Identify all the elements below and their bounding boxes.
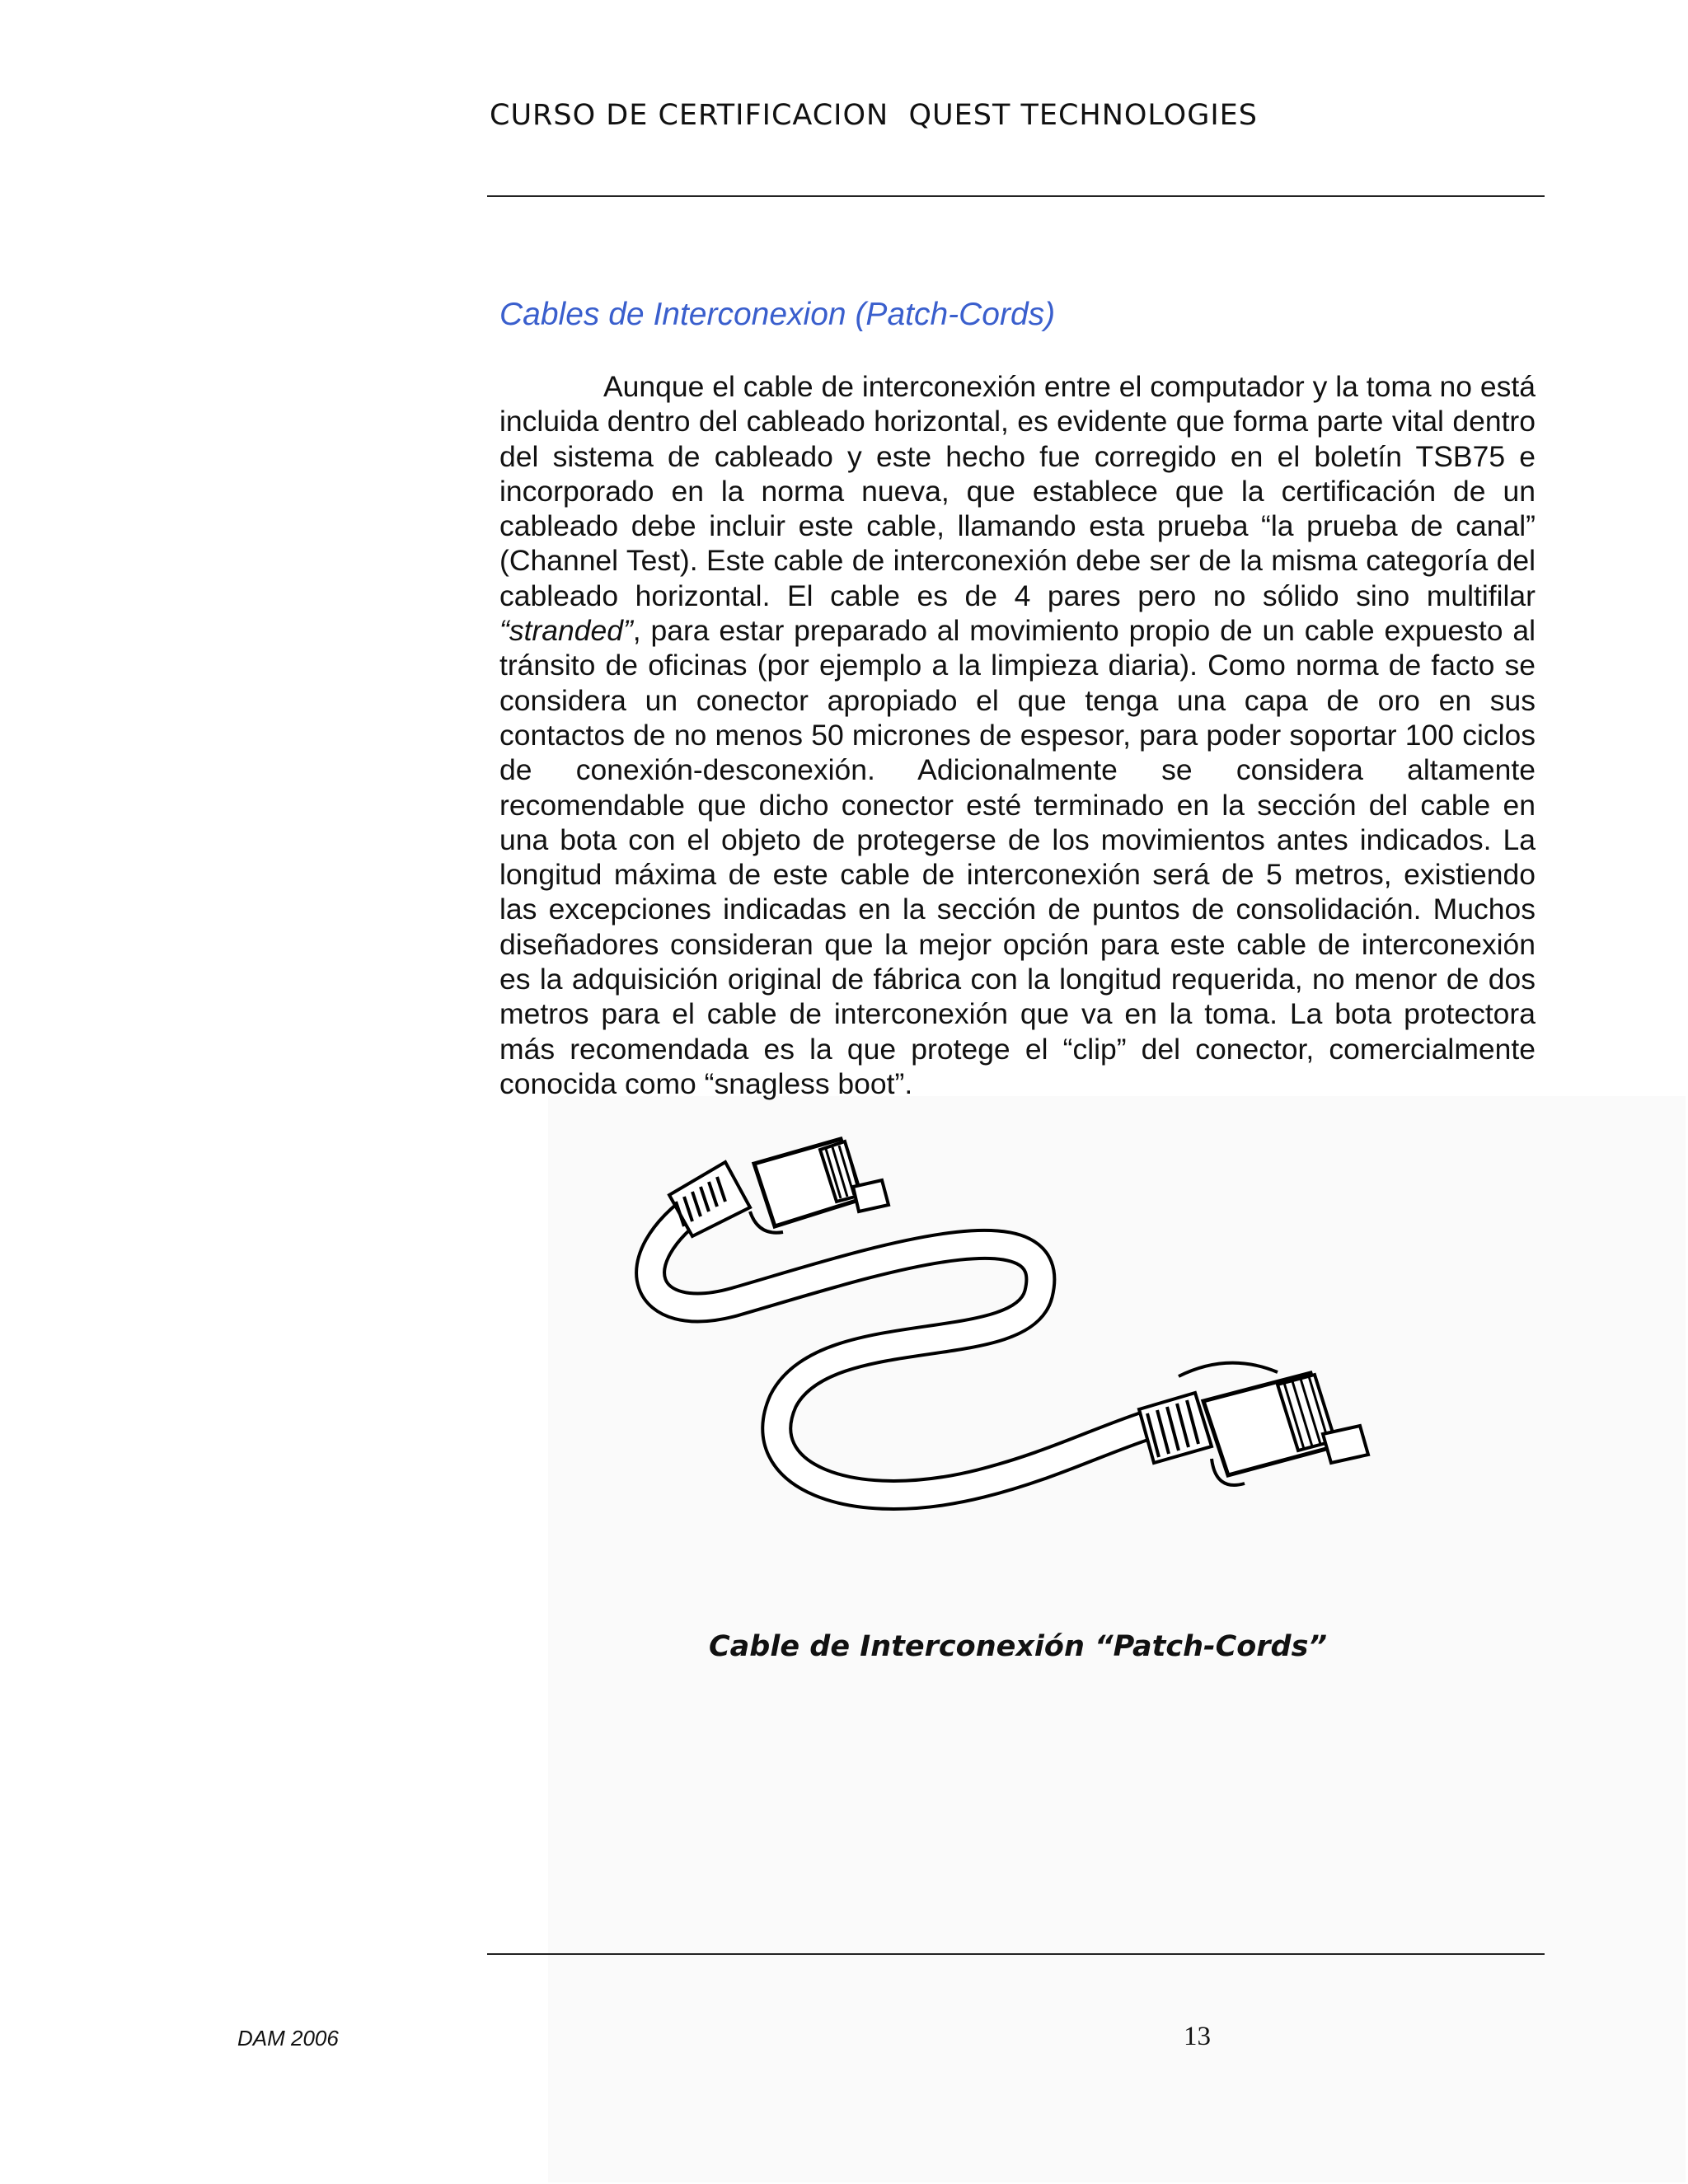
body-paragraph xyxy=(499,369,1536,1101)
cable-body xyxy=(650,1203,1146,1495)
section-heading: Cables de Interconexion (Patch-Cords) xyxy=(499,297,1056,332)
patch-cord-illustration xyxy=(635,1129,1409,1607)
running-header: CURSO DE CERTIFICACION QUEST TECHNOLOGIES xyxy=(490,99,1259,132)
bottom-rj45-connector xyxy=(1179,1363,1368,1485)
bottom-boot xyxy=(1139,1393,1212,1463)
body-text-emphasis: “stranded” xyxy=(499,614,633,648)
body-text-part-2: , para estar preparado al movimiento propio de un cable expuesto al tránsito de oficinas (por ejemplo a la limpieza diaria). Como norma de facto se considera un conector apropiado el que tenga una capa de oro en sus contactos de no menos 50 micrones de espesor, para poder soportar 100 ciclos de conexión-desconexión. Adicionalmente se considera altamente recomendable que dicho conector esté terminado en la sección del cable en una bota con el objeto de protegerse de los movimientos antes indicados. La longitud máxima de este cable de interconexión será de 5 metros, existiendo las excepciones indicadas en la sección de puntos de consolidación. Muchos diseñadores consideran que la mejor opción para este cable de interconexión es la adquisición original de fábrica con la longitud requerida, no menor de dos metros para el cable de interconexión que va en la toma. La bota protectora más recomendada es la que protege el “clip” del conector, comercialmente conocida como “snagless boot”. xyxy=(499,614,1536,1100)
patch-cord-drawing xyxy=(635,1129,1409,1607)
footer-author-year: DAM 2006 xyxy=(237,2026,339,2050)
body-text-part-1: Aunque el cable de interconexión entre el computador y la toma no está incluida dentro del cableado horizontal, es evidente que forma parte vital dentro del sistema de cableado y este hecho fue corregido en el boletín TSB75 e incorporado en la norma nueva, que establece que la certificación de un cableado debe incluir este cable, llamando esta prueba “la prueba de canal” (Channel Test). Este cable de interconexión debe ser de la misma categoría del cableado horizontal. El cable es de 4 pares pero no sólido sino multifilar xyxy=(499,370,1536,612)
header-rule xyxy=(487,195,1545,197)
figure-caption: Cable de Interconexión “Patch-Cords” xyxy=(708,1630,1327,1663)
top-rj45-connector xyxy=(750,1139,889,1233)
footer-rule xyxy=(487,1953,1545,1955)
page-number: 13 xyxy=(1184,2022,1211,2051)
